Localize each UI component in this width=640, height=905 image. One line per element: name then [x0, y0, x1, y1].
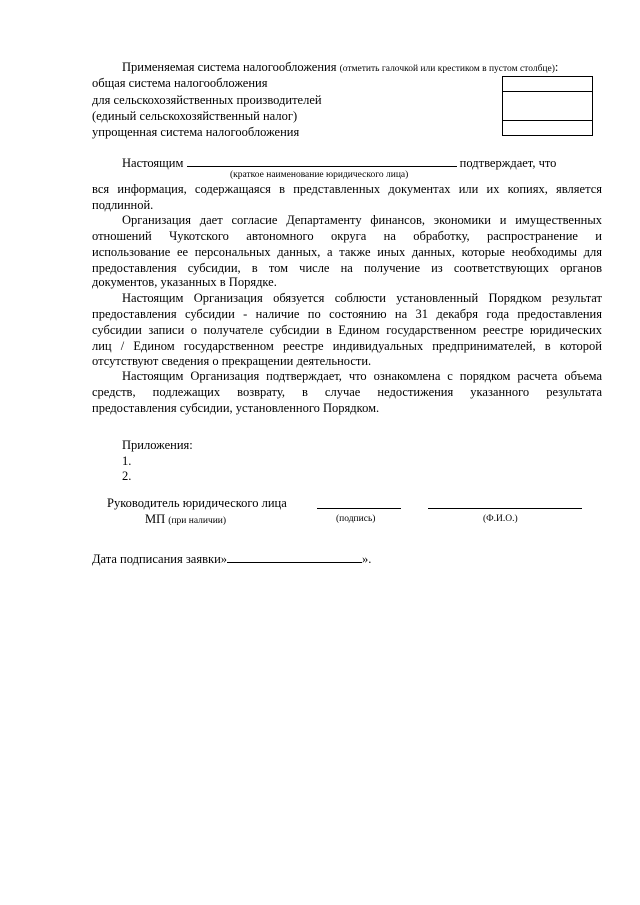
tax-checkbox-general[interactable]	[503, 77, 593, 92]
tax-checkbox-table	[502, 76, 593, 136]
tax-option-agri-line2: (единый сельскохозяйственный налог)	[92, 109, 298, 123]
obligation-text-5: отсутствуют сведения о прекращении деятельности.	[92, 354, 372, 368]
confirm-text-1: вся информация, содержащаяся в представленных документах или их копиях, является	[92, 182, 602, 196]
tax-heading: Применяемая система налогообложения (отметить галочкой или крестиком в пустом столбце):	[122, 60, 559, 74]
obligation-text-1: Настоящим Организация обязуется соблюсти установленный Порядком результат	[122, 291, 602, 305]
consent-text-2: отношений Чукотского автономного округа на обработку, распространение и	[92, 229, 602, 243]
obligation-text-3: субсидии записи о получателе субсидии в Едином государственном реестре юридических	[92, 323, 602, 337]
tax-checkbox-simplified[interactable]	[503, 121, 593, 136]
signature-head-label: Руководитель юридического лица	[107, 496, 287, 510]
obligation-text-4: лиц / Едином государственном реестре индивидуальных предпринимателей, в которой	[92, 339, 602, 353]
signing-date-line: Дата подписания заявки» ».	[92, 552, 372, 566]
full-name-caption: (Ф.И.О.)	[483, 514, 518, 524]
signature-field[interactable]	[317, 508, 401, 509]
signing-date-field[interactable]	[227, 551, 362, 563]
consent-text-1: Организация дает согласие Департаменту финансов, экономики и имущественных	[122, 213, 602, 227]
signature-caption: (подпись)	[336, 514, 376, 524]
consent-text-4: предоставления субсидии, в том числе на получение из соответствующих органов	[92, 261, 602, 275]
tax-option-simplified: упрощенная система налогообложения	[92, 125, 300, 139]
confirm-line: Настоящим подтверждает, что	[122, 156, 557, 170]
attachment-item-1: 1.	[122, 454, 132, 468]
attachments-title: Приложения:	[122, 438, 193, 452]
tax-option-general: общая система налогообложения	[92, 76, 268, 90]
tax-heading-note: (отметить галочкой или крестиком в пустом столбце)	[339, 64, 555, 74]
full-name-field[interactable]	[428, 508, 582, 509]
refund-text-1: Настоящим Организация подтверждает, что ознакомлена с порядком расчета объема	[122, 369, 602, 383]
attachment-item-2: 2.	[122, 469, 132, 483]
tax-checkbox-agri[interactable]	[503, 92, 593, 121]
consent-text-5: документов, указанных в Порядке.	[92, 275, 277, 289]
tax-option-agri-line1: для сельскохозяйственных производителей	[92, 93, 322, 107]
stamp-label: МП (при наличии)	[145, 512, 227, 526]
org-name-field[interactable]	[187, 155, 457, 167]
org-name-caption: (краткое наименование юридического лица)	[230, 170, 409, 180]
refund-text-3: предоставления субсидии, установленного Порядком.	[92, 401, 380, 415]
refund-text-2: средств, подлежащих возврату, в случае недостижения указанного результата	[92, 385, 602, 399]
obligation-text-2: предоставления субсидии - наличие по состоянию на 31 декабря года предоставления	[92, 307, 602, 321]
confirm-text-2: подлинной.	[92, 198, 154, 212]
consent-text-3: использование ее персональных данных, а также иных данных, которые необходимы для	[92, 245, 602, 259]
